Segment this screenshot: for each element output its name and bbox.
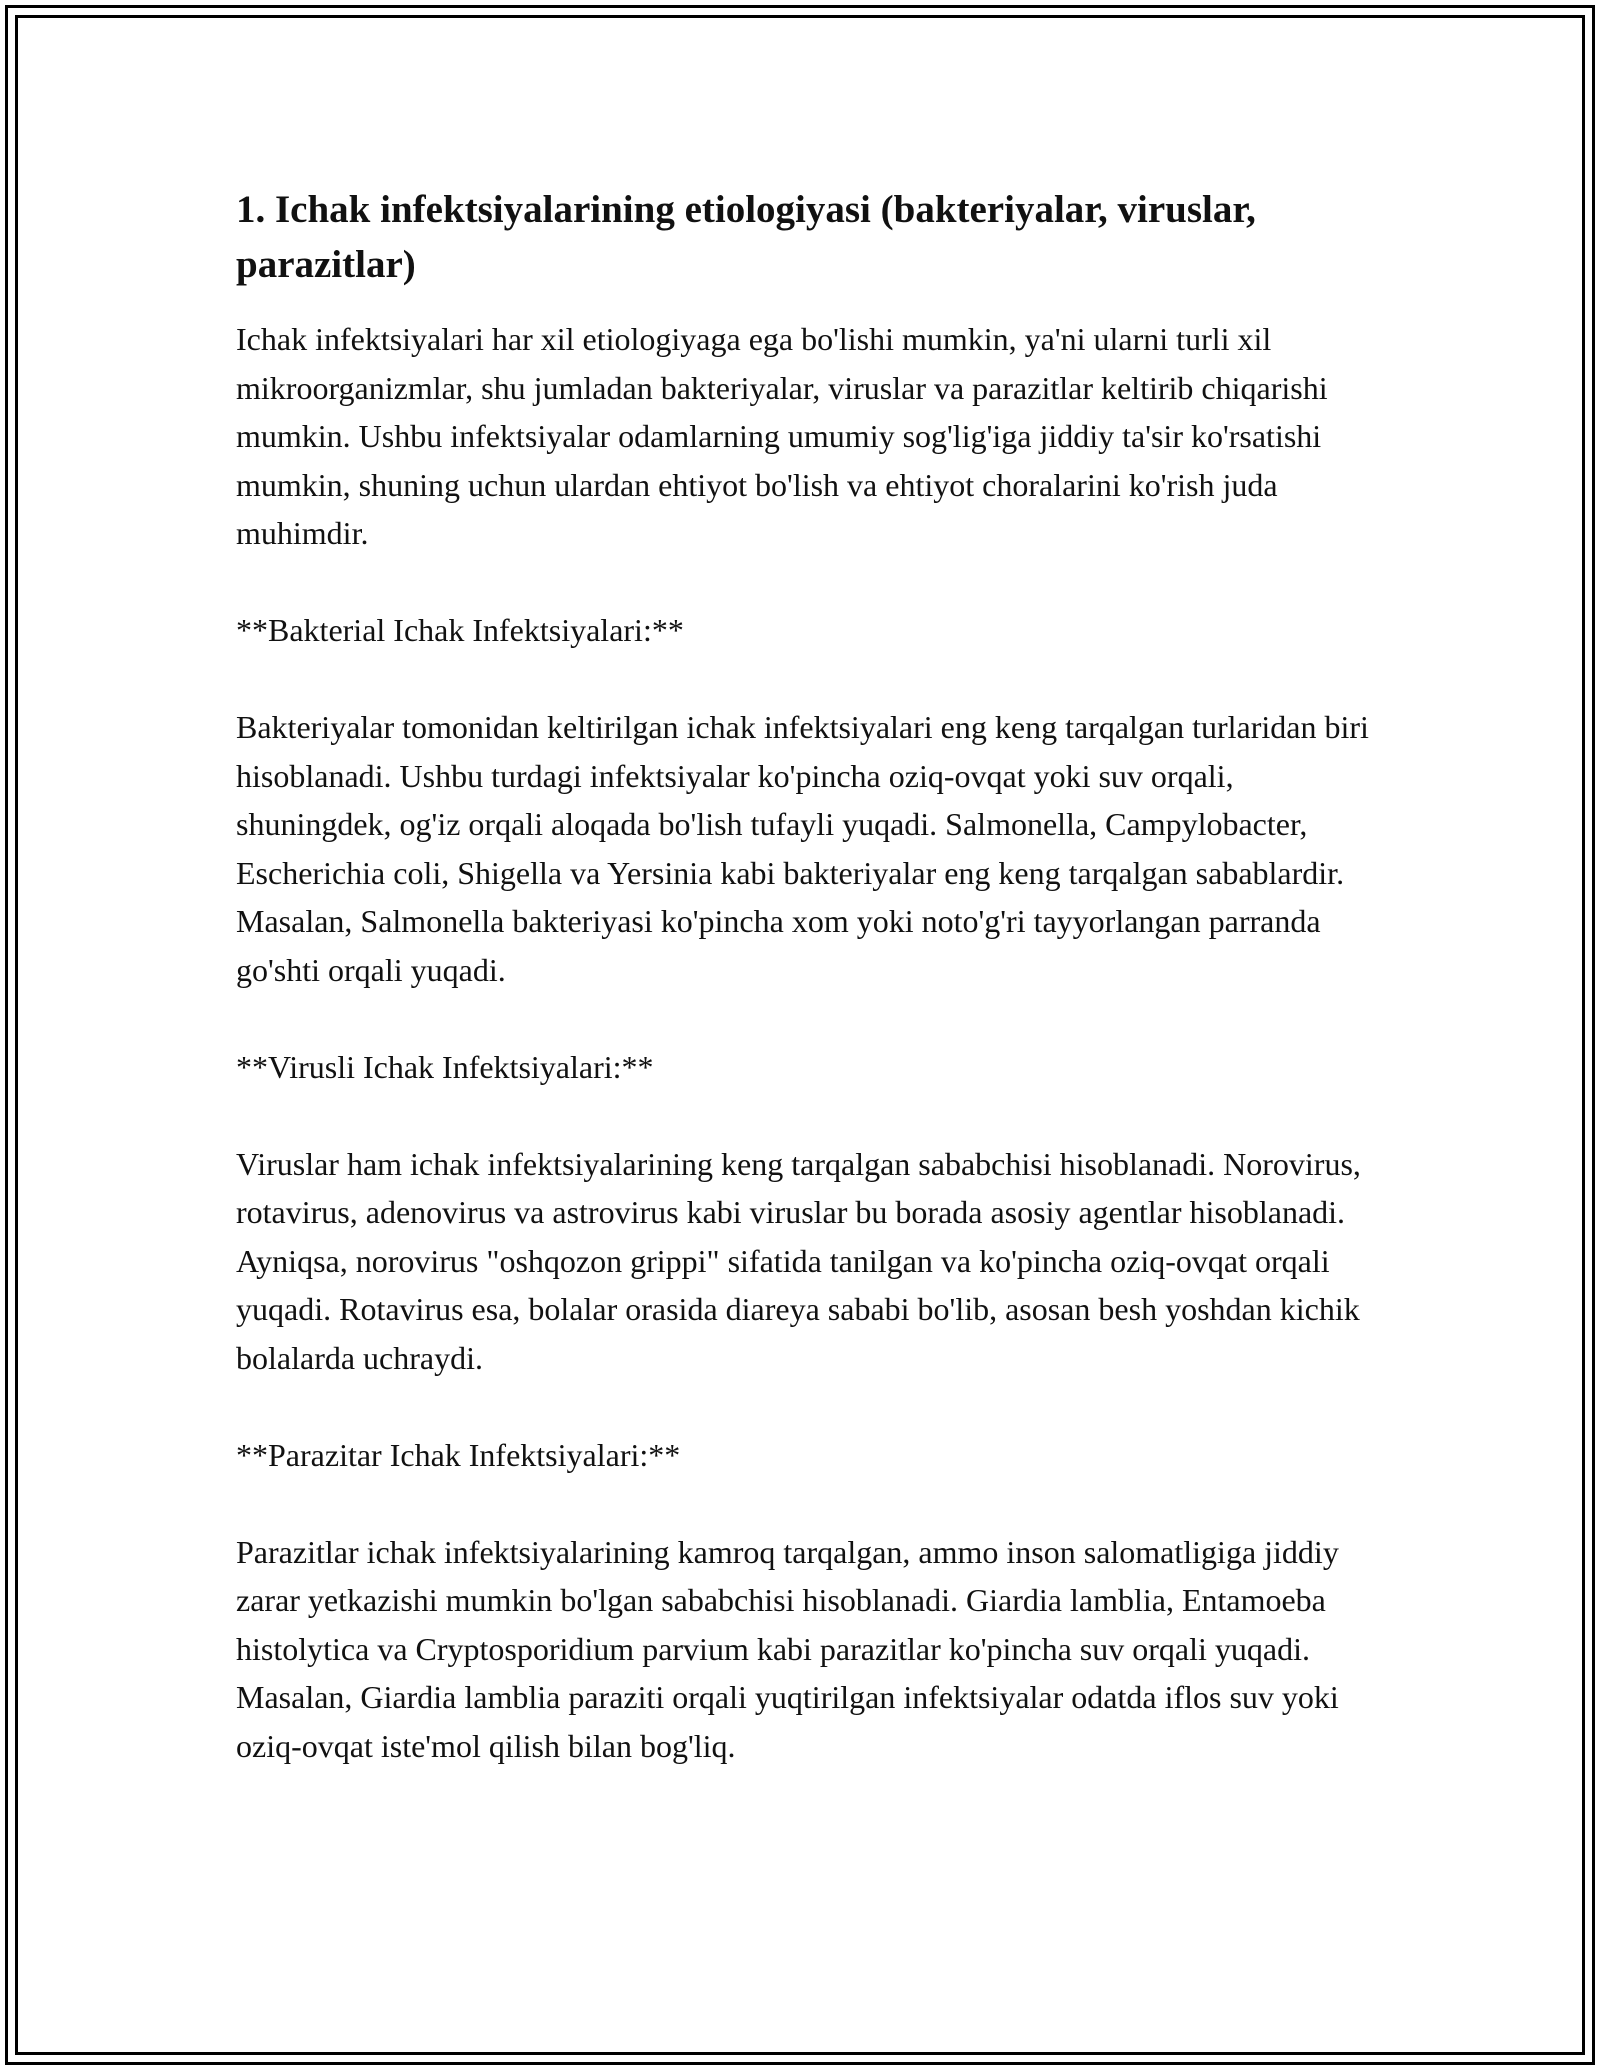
section-body-bacterial: Bakteriyalar tomonidan keltirilgan ichak infektsiyalari eng keng tarqalgan turlaridan biri hisoblanadi. Ushbu turdagi infektsiyalar ko'pincha oziq-ovqat yoki suv orqali, shuningdek, og'iz orqali aloqada bo'lish tufayli yuqadi. Salmonella, Campylobacter, Escherichia coli, Shigella va Yersinia kabi bakteriyalar eng keng tarqalgan sabablardir. Masalan, Salmonella bakteriyasi ko'pincha xom yoki noto'g'ri tayyorlangan parranda go'shti orqali yuqadi.: [236, 709, 1369, 988]
document-title: 1. Ichak infektsiyalarining etiologiyasi (bakteriyalar, viruslar, parazitlar): [236, 188, 1256, 286]
document-body: [236, 182, 1372, 1770]
section-body-parasitic: Parazitlar ichak infektsiyalarining kamroq tarqalgan, ammo inson salomatligiga jiddiy zarar yetkazishi mumkin bo'lgan sababchisi hisoblanadi. Giardia lamblia, Entamoeba histolytica va Cryptosporidium parvium kabi parazitlar ko'pincha suv orqali yuqadi. Masalan, Giardia lamblia paraziti orqali yuqtirilgan infektsiyalar odatda iflos suv yoki oziq-ovqat iste'mol qilish bilan bog'liq.: [236, 1533, 1339, 1764]
intro-paragraph: Ichak infektsiyalari har xil etiologiyaga ega bo'lishi mumkin, ya'ni ularni turli xil mikroorganizmlar, shu jumladan bakteriyalar, viruslar va parazitlar keltirib chiqarishi mumkin. Ushbu infektsiyalar odamlarning umumiy sog'lig'iga jiddiy ta'sir ko'rsatishi mumkin, shuning uchun ulardan ehtiyot bo'lish va ehtiyot choralarini ko'rish juda muhimdir.: [236, 321, 1328, 551]
section-heading-viral: **Virusli Ichak Infektsiyalari:**: [236, 1048, 654, 1085]
section-heading-bacterial: **Bakterial Ichak Infektsiyalari:**: [236, 612, 684, 648]
section-heading-parasitic: **Parazitar Ichak Infektsiyalari:**: [236, 1436, 681, 1473]
section-body-viral: Viruslar ham ichak infektsiyalarining keng tarqalgan sababchisi hisoblanadi. Norovirus, rotavirus, adenovirus va astrovirus kabi viruslar bu borada asosiy agentlar hisoblanadi. Ayniqsa, norovirus "oshqozon grippi" sifatida tanilgan va ko'pincha oziq-ovqat orqali yuqadi. Rotavirus esa, bolalar orasida diareya sababi bo'lib, asosan besh yoshdan kichik bolalarda uchraydi.: [236, 1145, 1361, 1376]
